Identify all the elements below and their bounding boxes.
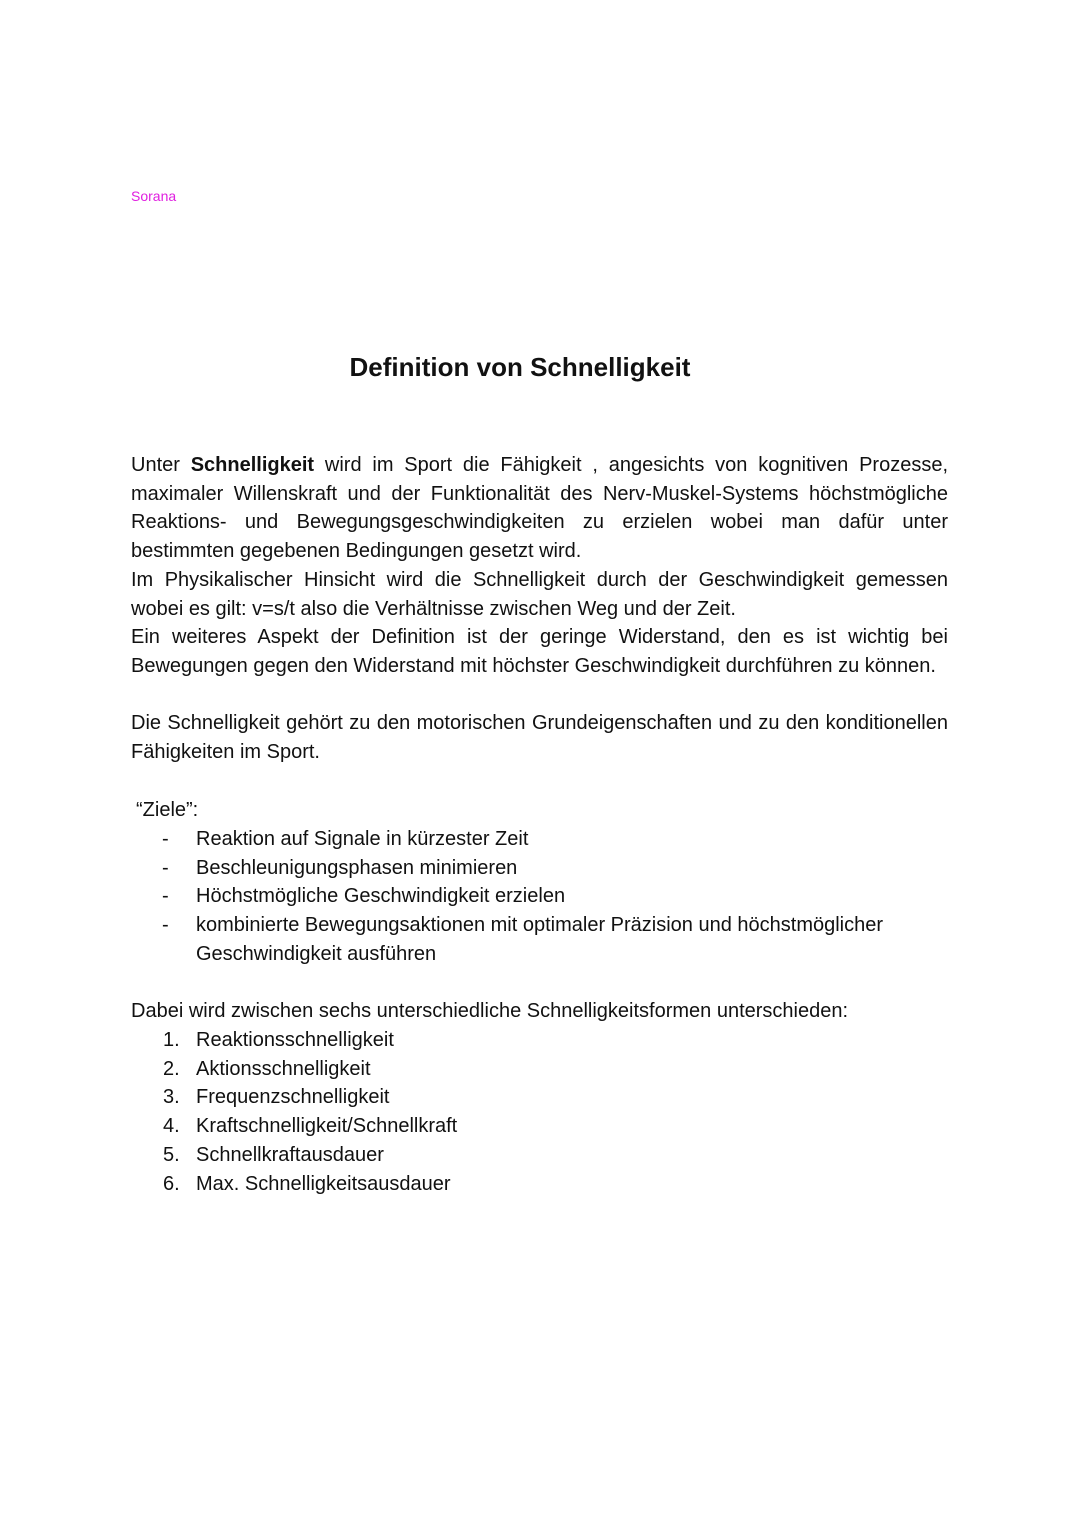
list-item bbox=[131, 1170, 948, 1199]
page-title: Definition von Schnelligkeit bbox=[349, 352, 691, 382]
list-number: 6. bbox=[163, 1172, 180, 1195]
list-number: 1. bbox=[163, 1029, 180, 1051]
list-number: 2. bbox=[163, 1057, 180, 1080]
bullet-dash: - bbox=[162, 828, 169, 850]
classification-paragraph: Die Schnelligkeit gehört zu den motorischen Grundeigenschaften und zu den konditionellen Fähigkeiten im Sport. bbox=[131, 712, 948, 763]
form-text: Max. Schnelligkeitsausdauer bbox=[196, 1172, 451, 1195]
forms-intro: Dabei wird zwischen sechs unterschiedliche Schnelligkeitsformen unterschieden: bbox=[131, 1000, 849, 1022]
author-name: Sorana bbox=[131, 188, 177, 204]
resistance-paragraph: Ein weiteres Aspekt der Definition ist der geringe Widerstand, den es ist wichtig bei Bewegungen gegen den Widerstand mit höchster Geschwindigkeit durchführen zu können. bbox=[131, 626, 948, 677]
goal-text: Beschleunigungsphasen minimieren bbox=[196, 856, 518, 879]
list-item bbox=[131, 1083, 948, 1112]
list-number: 5. bbox=[163, 1143, 180, 1166]
paragraph-text: wird im Sport die Fähigkeit , angesichts von kognitiven Prozesse, maximaler Willenskraft und der Funktionalität des Nerv-Muskel-Systems höchstmögliche Reaktions- und Bewegungsgeschwindigkeiten zu erzielen wobei man dafür unter bestimmten gegebenen Bedingungen gesetzt wird. bbox=[131, 454, 948, 563]
list-item bbox=[131, 1026, 948, 1055]
paragraph-prefix: Unter bbox=[131, 454, 191, 476]
list-number: 3. bbox=[163, 1086, 180, 1109]
bullet-dash: - bbox=[162, 914, 169, 937]
list-item bbox=[131, 825, 948, 854]
goal-text: Höchstmögliche Geschwindigkeit erzielen bbox=[196, 885, 566, 908]
definition-paragraph bbox=[131, 451, 948, 566]
goal-text: kombinierte Bewegungsaktionen mit optimaler Präzision und höchstmöglicher Geschwindigkeit ausführen bbox=[196, 914, 884, 965]
list-number: 4. bbox=[163, 1115, 180, 1138]
goal-text: Reaktion auf Signale in kürzester Zeit bbox=[196, 828, 529, 850]
physics-paragraph: Im Physikalischer Hinsicht wird die Schnelligkeit durch der Geschwindigkeit gemessen wobei es gilt: v=s/t also die Verhältnisse zwischen Weg und der Zeit. bbox=[131, 569, 948, 620]
form-text: Aktionsschnelligkeit bbox=[196, 1057, 371, 1080]
form-text: Schnellkraftausdauer bbox=[196, 1143, 384, 1166]
form-text: Reaktionsschnelligkeit bbox=[196, 1029, 394, 1051]
list-item bbox=[131, 882, 948, 911]
forms-list bbox=[131, 1026, 948, 1198]
goals-list bbox=[131, 825, 948, 969]
bold-term: Schnelligkeit bbox=[190, 454, 315, 476]
list-item bbox=[131, 854, 948, 883]
list-item bbox=[131, 1141, 948, 1170]
form-text: Frequenzschnelligkeit bbox=[196, 1086, 390, 1109]
bullet-dash: - bbox=[162, 885, 169, 908]
list-item bbox=[131, 911, 948, 968]
list-item bbox=[131, 1112, 948, 1141]
list-item bbox=[131, 1055, 948, 1084]
bullet-dash: - bbox=[162, 856, 169, 879]
goals-heading: “Ziele”: bbox=[136, 799, 199, 821]
form-text: Kraftschnelligkeit/Schnellkraft bbox=[196, 1115, 458, 1138]
